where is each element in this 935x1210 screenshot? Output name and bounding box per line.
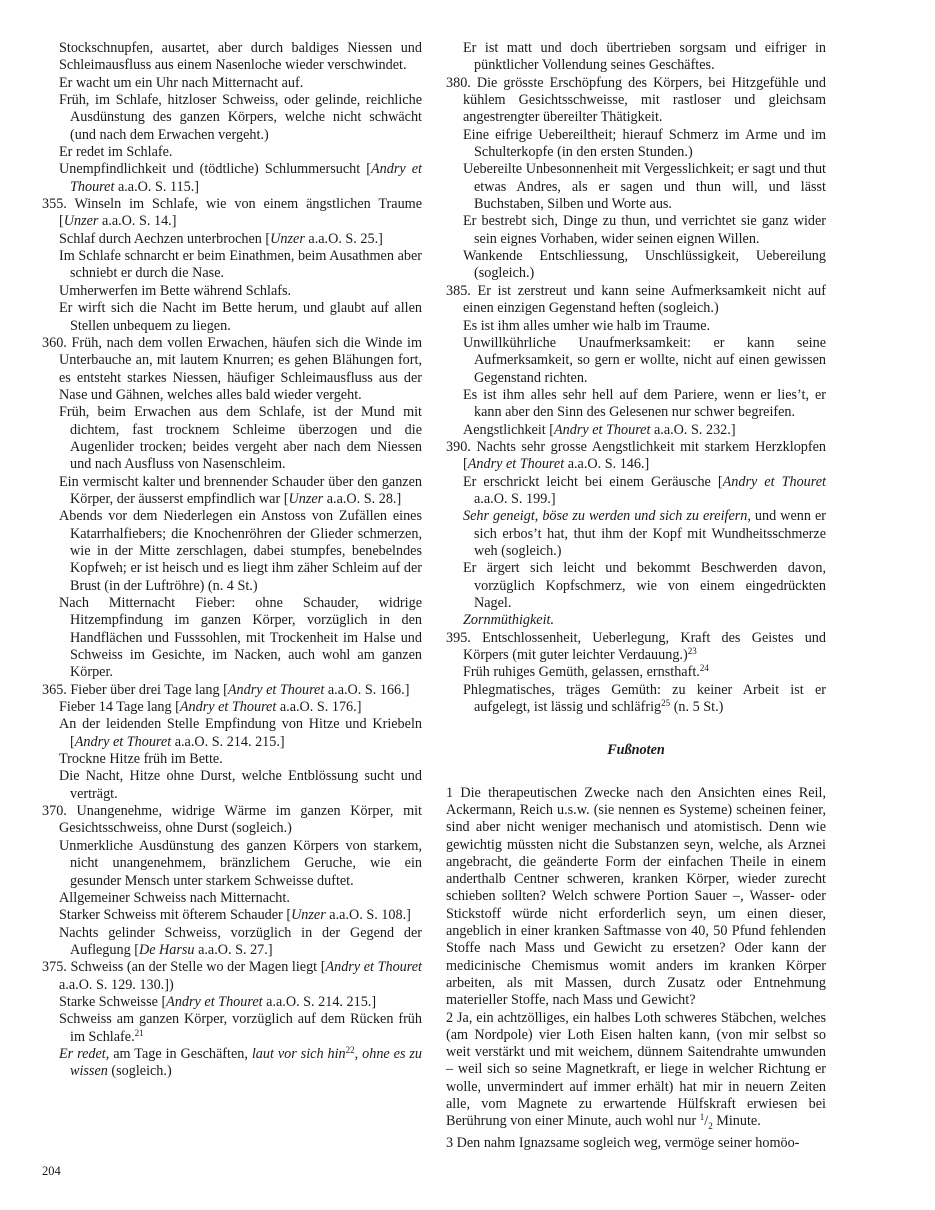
entry-number: 395.	[446, 629, 471, 646]
symptom-entry: Es ist ihm alles sehr hell auf dem Pariere, wenn er lies’t, er kann aber den Sinn des Gelesenen nur schwer begreifen.	[463, 386, 826, 421]
entry-number: 360.	[42, 334, 67, 351]
symptom-entry-numbered: 375. Schweiss (an der Stelle wo der Magen liegt [Andry et Thouret a.a.O. S. 129. 130.])	[42, 959, 422, 993]
entry-number: 380.	[446, 74, 471, 91]
footnote: 1 Die therapeutischen Zwecke nach den Ansichten eines Reil, Ackermann, Reich u.s.w. (sie nennen es Systeme) scheinen feiner, sind aber nicht weniger mechanisch und atomistisch. Denn wie gewichtig müssten nicht die Substanzen seyn, welche, als Arznei angebracht, die geänderte Form der einfachen Theile in einem anderthalb Centner schweren, kranken Körper, wieder zurecht schieben sollten? Welch schwere Portion Sauer –, Wasser- oder Stickstoff würde nicht erforderlich seyn, um einen dieser, angeblich in einer kranken Saftmasse von 40, 50 Pfund fehlenden Stoffe nach Mass und Gewicht zu ersetzen? Oder kann der medicinische Chemismus womit anders im kranken Körper arbeiten, als mit Massen, durch Zusatz oder Entnehmung materieller Stoffe, nach Mass und Gewicht?	[446, 784, 826, 1009]
entry-number: 390.	[446, 438, 471, 455]
symptom-entry: Früh ruhiges Gemüth, gelassen, ernsthaft.$^{24}$	[463, 663, 709, 681]
left-column	[42, 40, 422, 1081]
symptom-entry-numbered: 395. Entschlossenheit, Ueberlegung, Kraft des Geistes und Körpers (mit guter leichter Verdauung.)$^{23}$	[446, 629, 826, 664]
symptom-entry: Nachts gelinder Schweiss, vorzüglich in der Gegend der Auflegung [De Harsu a.a.O. S. 27.]	[59, 924, 422, 958]
symptom-entry: Er bestrebt sich, Dinge zu thun, und verrichtet sie ganz wider sein eignes Vorhaben, wider seinen eignen Willen.	[463, 213, 826, 247]
footnote: 2 Ja, ein achtzölliges, ein halbes Loth schweres Stäbchen, welches (am Nordpole) vier Loth Eisen halten kann, (von mir selbst so weit verstärkt und mit weichem, dünnem Saitendrahte umwunden – weil sich so seine Magnetkraft, er liege in welcher Richtung er wolle, unvermindert auf immer erhält) hat mir in neuern Zeiten alle, vom Magnete zu erwartende Hülfskraft erwiesen bei Berührung von einer Minute, auch wohl nur $^1/_2$ Minute.	[446, 1009, 826, 1132]
symptom-entry: Aengstlichkeit [Andry et Thouret a.a.O. S. 232.]	[463, 421, 736, 438]
footnote-ref[interactable]: 21	[134, 1027, 144, 1038]
symptom-entry: Phlegmatisches, träges Gemüth: zu keiner Arbeit ist er aufgelegt, ist lässig und schläfrig$^{25}$ (n. 5 St.)	[463, 681, 826, 716]
symptom-entry: Allgemeiner Schweiss nach Mitternacht.	[59, 889, 290, 906]
symptom-entry: Trockne Hitze früh im Bette.	[59, 751, 223, 768]
footnote-ref[interactable]: 22	[345, 1044, 355, 1055]
entry-number: 365.	[42, 681, 67, 698]
symptom-entry: Früh, beim Erwachen aus dem Schlafe, ist der Mund mit dichtem, fast trocknem Schleime überzogen und die Augenlider trocken; beides vergeht aber nach dem Niessen und nach Ausfluss von Nasenschleim.	[59, 404, 422, 473]
footnotes-heading: Fußnoten	[607, 742, 665, 759]
symptom-entry: Er redet, am Tage in Geschäften, laut vor sich hin$^{22}$, ohne es zu wissen (sogleich.)	[59, 1044, 423, 1080]
symptom-entry: Unwillkührliche Unaufmerksamkeit: er kann seine Aufmerksamkeit, so gern er wollte, nicht auf einen gewissen Gegenstand richten.	[463, 334, 826, 386]
symptom-entry: Wankende Entschliessung, Unschlüssigkeit, Uebereilung (sogleich.)	[463, 248, 826, 282]
symptom-entry: Er ärgert sich leicht und bekommt Beschwerden davon, vorzüglich Kopfschmerz, wie von einem eingedrückten Nagel.	[463, 560, 826, 611]
symptom-entry-numbered: 385. Er ist zerstreut und kann seine Aufmerksamkeit nicht auf einen einzigen Gegenstand heften (sogleich.)	[446, 282, 826, 317]
symptom-entry: Früh, im Schlafe, hitzloser Schweiss, oder gelinde, reichliche Ausdünstung des ganzen Körpers, welche nicht schwächt (und nach dem Erwachen vergeht.)	[59, 92, 422, 143]
symptom-entry: Ein vermischt kalter und brennender Schauder über den ganzen Körper, der äusserst empfindlich war [Unzer a.a.O. S. 28.]	[59, 473, 422, 507]
symptom-entry: Zornmüthigkeit.	[463, 612, 555, 629]
symptom-entry: Er erschrickt leicht bei einem Geräusche [Andry et Thouret a.a.O. S. 199.]	[463, 473, 826, 507]
symptom-entry: Schlaf durch Aechzen unterbrochen [Unzer a.a.O. S. 25.]	[59, 230, 383, 247]
symptom-entry-numbered: 380. Die grösste Erschöpfung des Körpers, bei Hitzgefühle und kühlem Gesichtsschweisse, mit rastloser und gleichsam angestrengter übereilter Thätigkeit.	[446, 74, 826, 126]
symptom-entry: An der leidenden Stelle Empfindung von Hitze und Kriebeln [Andry et Thouret a.a.O. S. 214. 215.]	[59, 716, 422, 750]
footnote-ref[interactable]: 24	[699, 663, 709, 674]
symptom-entry: Unempfindlichkeit und (tödtliche) Schlummersucht [Andry et Thouret a.a.O. S. 115.]	[59, 161, 423, 195]
footnote: 3 Den nahm Ignazsame sogleich weg, vermöge seiner homöo-	[446, 1135, 800, 1152]
symptom-entry: Fieber 14 Tage lang [Andry et Thouret a.a.O. S. 176.]	[59, 699, 362, 716]
footnotes-section	[446, 742, 826, 1152]
symptom-entry: Er wacht um ein Uhr nach Mitternacht auf.	[59, 74, 304, 91]
symptom-entry: Uebereilte Unbesonnenheit mit Vergesslichkeit; er sagt und thut etwas Andres, als er sagen und thun will, und lässt Buchstaben, Silben und Worte aus.	[463, 161, 826, 213]
entry-number: 375.	[42, 959, 67, 976]
entry-number: 355.	[42, 196, 67, 213]
symptom-entry: Unmerkliche Ausdünstung des ganzen Körpers von starkem, nicht unangenehmem, bränzlichem Geruche, wie ein gesunder Mensch unter starkem Schweisse duftet.	[59, 837, 422, 889]
symptom-entry: Er wirft sich die Nacht im Bette herum, und glaubt auf allen Stellen unbequem zu liegen.	[59, 300, 422, 334]
page-number: 204	[42, 1164, 61, 1178]
symptom-entry: Starke Schweisse [Andry et Thouret a.a.O. S. 214. 215.]	[59, 993, 377, 1010]
entry-number: 370.	[42, 803, 67, 820]
symptom-entry: Schweiss am ganzen Körper, vorzüglich auf dem Rücken früh im Schlafe.$^{21}$	[59, 1011, 422, 1045]
symptom-entry-numbered: 390. Nachts sehr grosse Aengstlichkeit mit starkem Herzklopfen [Andry et Thouret a.a.O. S. 146.]	[446, 438, 827, 473]
footnote-ref[interactable]: 25	[661, 698, 671, 709]
symptom-entry-numbered: 365. Fieber über drei Tage lang [Andry et Thouret a.a.O. S. 166.]	[42, 681, 410, 698]
symptom-entry-numbered: 360. Früh, nach dem vollen Erwachen, häufen sich die Winde im Unterbauche an, mit lautem Knurren; es gehen Blähungen fort, es entsteht starkes Niessen, häufiger Schleimausfluss aus der Nase und Gähnen, welches alles bald wieder vergeht.	[42, 334, 422, 403]
symptom-entry: Sehr geneigt, böse zu werden und sich zu ereifern, und wenn er sich erbos’t hat, thut ihm der Kopf mit Wundheitsschmerze weh (sogleich.)	[463, 508, 826, 559]
symptom-entry: Im Schlafe schnarcht er beim Einathmen, beim Ausathmen aber schniebt er durch die Nase.	[59, 248, 422, 282]
symptom-entry: Er ist matt und doch übertrieben sorgsam und eifriger in pünktlicher Vollendung seines Geschäftes.	[463, 40, 826, 74]
symptom-entry: Umherwerfen im Bette während Schlafs.	[59, 282, 292, 299]
entry-number: 385.	[446, 282, 471, 299]
symptom-entry: Eine eifrige Uebereiltheit; hierauf Schmerz im Arme und im Schulterkopfe (in den ersten Stunden.)	[463, 126, 826, 161]
footnote-ref[interactable]: 23	[687, 646, 697, 657]
right-column	[446, 40, 826, 1153]
symptom-entry: Nach Mitternacht Fieber: ohne Schauder, widrige Hitzempfindung im ganzen Körper, vorzüglich in den Handflächen und Fusssohlen, mit Trockenheit im Halse und Schweiss im Gesichte, im Nacken, auch wohl am ganzen Körper.	[59, 595, 422, 681]
symptom-entry: Die Nacht, Hitze ohne Durst, welche Entblössung sucht und verträgt.	[59, 768, 422, 802]
symptom-entry-numbered: 355. Winseln im Schlafe, wie von einem ängstlichen Traume [Unzer a.a.O. S. 14.]	[42, 196, 422, 230]
symptom-entry-numbered: 370. Unangenehme, widrige Wärme im ganzen Körper, mit Gesichtsschweiss, ohne Durst (sogleich.)	[42, 803, 423, 837]
symptom-entry: Starker Schweiss mit öfterem Schauder [Unzer a.a.O. S. 108.]	[59, 907, 411, 924]
symptom-entry: Abends vor dem Niederlegen ein Anstoss von Zufällen eines Katarrhalfiebers; die Knochenröhren der Glieder schmerzen, wie in der Mitte zerschlagen, dabei stumpfes, benebelndes Kopfweh; er ist heisch und es liegt ihm zäher Schleim auf der Brust (in der Luftröhre) (n. 4 St.)	[59, 508, 422, 594]
symptom-entry: Er redet im Schlafe.	[59, 144, 173, 161]
symptom-entry: Es ist ihm alles umher wie halb im Traume.	[463, 317, 711, 334]
symptom-entry: Stockschnupfen, ausartet, aber durch baldiges Niessen und Schleimausfluss aus einem Nasenloche wieder verschwindet.	[59, 40, 422, 74]
